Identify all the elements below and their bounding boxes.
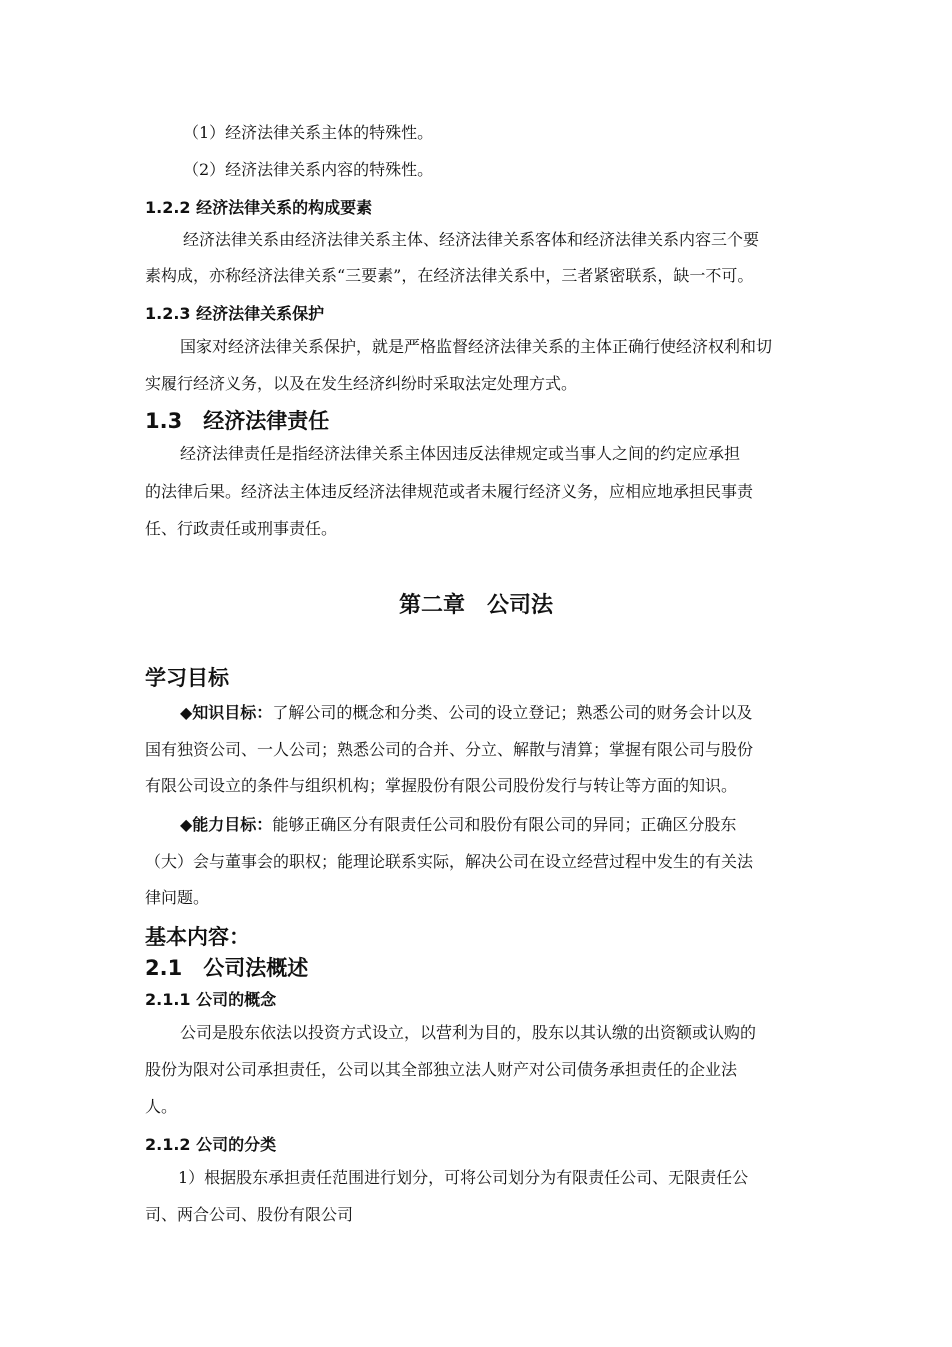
basic-content-heading: 基本内容： <box>145 925 250 949</box>
heading-1-2-3: 1.2.3 经济法律关系保护 <box>145 304 325 323</box>
paragraph-line: 律问题。 <box>145 888 210 907</box>
learning-objectives-heading: 学习目标 <box>145 666 229 690</box>
paragraph-line: 国有独资公司、一人公司；熟悉公司的合并、分立、解散与清算；掌握有限公司与股份 <box>145 740 754 759</box>
paragraph-line: 任、行政责任或刑事责任。 <box>145 519 338 538</box>
list-item-content-particularity: （2）经济法律关系内容的特殊性。 <box>183 160 434 179</box>
list-item-subject-particularity: （1）经济法律关系主体的特殊性。 <box>183 123 434 142</box>
paragraph-line: 实履行经济义务，以及在发生经济纠纷时采取法定处理方式。 <box>145 374 578 393</box>
paragraph-line: 人。 <box>145 1097 178 1116</box>
knowledge-objective-text: 了解公司的概念和分类、公司的设立登记；熟悉公司的财务会计以及 <box>272 703 753 722</box>
paragraph-line: 1）根据股东承担责任范围进行划分，可将公司划分为有限责任公司、无限责任公 <box>178 1168 749 1187</box>
heading-1-2-2: 1.2.2 经济法律关系的构成要素 <box>145 198 373 217</box>
ability-objective-text: 能够正确区分有限责任公司和股份有限公司的异同；正确区分股东 <box>272 815 737 834</box>
heading-2-1-2: 2.1.2 公司的分类 <box>145 1135 277 1154</box>
heading-2-1-1: 2.1.1 公司的概念 <box>145 990 277 1009</box>
knowledge-objective-label: ◆知识目标： <box>180 703 273 722</box>
ability-objective-line <box>180 815 736 835</box>
paragraph-line: 经济法律关系由经济法律关系主体、经济法律关系客体和经济法律关系内容三个要 <box>183 230 760 249</box>
paragraph-line: （大）会与董事会的职权；能理论联系实际，解决公司在设立经营过程中发生的有关法 <box>145 852 754 871</box>
heading-1-3: 1.3 经济法律责任 <box>145 409 330 433</box>
paragraph-line: 的法律后果。经济法主体违反经济法律规范或者未履行经济义务，应相应地承担民事责 <box>145 482 754 501</box>
paragraph-line: 有限公司设立的条件与组织机构；掌握股份有限公司股份发行与转让等方面的知识。 <box>145 776 738 795</box>
paragraph-line: 经济法律责任是指经济法律关系主体因违反法律规定或当事人之间的约定应承担 <box>180 444 741 463</box>
chapter-title: 第二章 公司法 <box>398 593 553 618</box>
paragraph-line: 国家对经济法律关系保护，就是严格监督经济法律关系的主体正确行使经济权利和切 <box>180 337 773 356</box>
heading-2-1: 2.1 公司法概述 <box>145 956 309 980</box>
paragraph-line: 司、两合公司、股份有限公司 <box>145 1205 354 1224</box>
paragraph-line: 素构成，亦称经济法律关系“三要素”，在经济法律关系中，三者紧密联系，缺一不可。 <box>145 266 754 285</box>
paragraph-line: 股份为限对公司承担责任，公司以其全部独立法人财产对公司债务承担责任的企业法 <box>145 1060 738 1079</box>
knowledge-objective-line <box>180 703 752 723</box>
paragraph-line: 公司是股东依法以投资方式设立，以营利为目的，股东以其认缴的出资额或认购的 <box>180 1023 757 1042</box>
ability-objective-label: ◆能力目标： <box>180 815 273 834</box>
